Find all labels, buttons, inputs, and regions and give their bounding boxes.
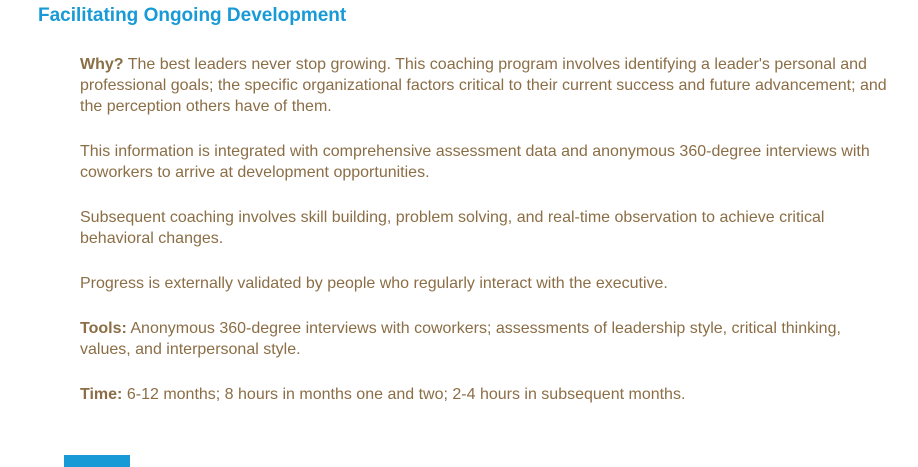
paragraph-why	[80, 54, 895, 117]
paragraph-text: Anonymous 360-degree interviews with coworkers; assessments of leadership style, critical thinking, values, and interpersonal style.	[80, 320, 841, 358]
paragraph-lead: Tools:	[80, 320, 127, 337]
paragraph-lead: Why?	[80, 56, 124, 73]
paragraph-coaching	[80, 207, 895, 249]
page-title: Facilitating Ongoing Development	[38, 5, 347, 26]
paragraph-text: The best leaders never stop growing. This coaching program involves identifying a leader's personal and professional goals; the specific organizational factors critical to their current success and future advancement; and the perception others have of them.	[80, 56, 887, 115]
paragraph-text: 6-12 months; 8 hours in months one and two; 2-4 hours in subsequent months.	[126, 386, 686, 403]
paragraph-text: Progress is externally validated by people who regularly interact with the executive.	[80, 275, 668, 292]
bottom-accent-bar	[64, 455, 130, 467]
paragraph-tools	[80, 318, 895, 360]
paragraph-time	[80, 384, 895, 405]
paragraph-text: This information is integrated with comprehensive assessment data and anonymous 360-degree interviews with coworkers to arrive at development opportunities.	[80, 143, 870, 181]
paragraph-progress	[80, 273, 895, 294]
paragraph-text: Subsequent coaching involves skill building, problem solving, and real-time observation to achieve critical behavioral changes.	[80, 209, 825, 247]
body-text-block	[80, 54, 895, 405]
paragraph-lead: Time:	[80, 386, 123, 403]
paragraph-integration	[80, 141, 895, 183]
